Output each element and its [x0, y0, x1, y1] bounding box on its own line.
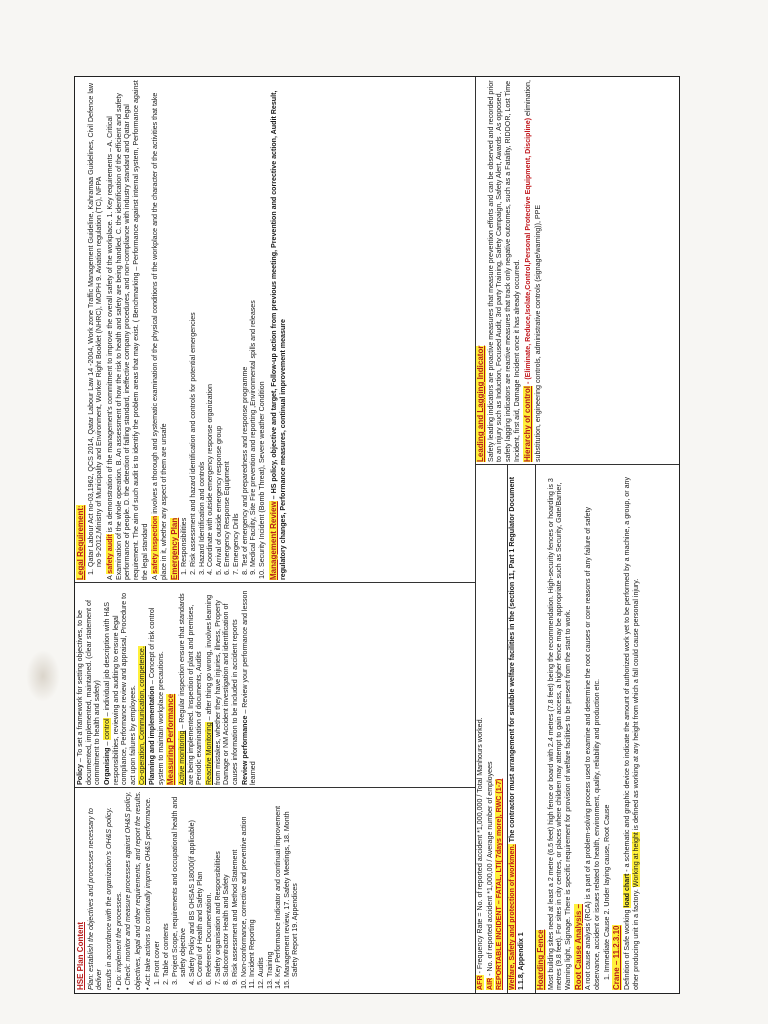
crane-text-1: Definition of Safe working [623, 907, 632, 990]
leading-lagging-text: Safety leading indicators are proactive measures that measure prevention efforts and can be observed and recorded prior to an injury such as Induction, Focused Audit, 3rd party Training, Safety Campaign, Safety Alert, Awards . As opposed, safety lagging indicators are reactive measures that track only negative outcomes, such as a Fatality, RIDDOR, Lost Time Incident, first aid, Damage Incident once it has already occurred. [486, 80, 521, 462]
emergency-plan-title: Emergency Plan [169, 517, 179, 580]
leading-lagging-section [475, 77, 679, 465]
list-item: 12. Audits [257, 791, 266, 977]
reportable-incident: REPORTABLE INCIDENT – FATAL, LTI( 7days more), RWC (1-7) [495, 778, 504, 990]
welfare-label: Welfare, Safety and protection of workmen. [508, 844, 516, 990]
review-performance-label: Review performance [240, 715, 249, 785]
list-item: 1. Qatar Labour Act no-03,1962, QCS 2014, Qatar Labour Law 14 -2004, Work zone Traffic Management Guideline, Kahramaa Guidelines, Civil Defence law no 9-2012,Ministry of Municipality and Environment, Worker Right Booklet (NHRC), MOPH 9. Aviation regulation (TC), NFPA [87, 80, 104, 567]
afr-label: AFR [476, 975, 484, 990]
active-monitoring-text: – Regular inspection ensure that standards are being implemented. Inspection of plant and premises, Periodic examination of documents, Audits [178, 593, 204, 785]
hierarchy-red-text: - (Eliminate, Reduce,Isolate,Control,Personal Protective Equipment, Discipline) [524, 117, 533, 386]
list-item: 6. Reference Documentation. [205, 791, 214, 977]
list-item: 10. Non-conformance, corrective and preventive action [240, 791, 249, 977]
legal-title: Legal Requirement: [76, 505, 85, 580]
organising-label: Organising [102, 747, 111, 785]
organising-text: – individual job description with H&S responsibilities, reviewing and auditing to ensure legal compliance, Performance review and appraisal, Procedure to act upon failures by employees. [102, 592, 137, 785]
planning-text: – Concept of risk control system to maintain workplace precautions. [148, 607, 165, 785]
welfare-section [507, 465, 535, 993]
policy-label: Policy [76, 764, 84, 785]
list-item: 5. Control of Health and Safety Plan [196, 791, 205, 977]
hse-intro-check2: objectives, legal and other requirements, and report the results. [133, 791, 142, 990]
planning-label: Planning and implementation [148, 686, 157, 785]
inspection-pre: A [151, 573, 160, 580]
working-at-height-label: Working at height [631, 832, 640, 888]
list-item: 6. Emergency Response Equipment [223, 80, 232, 567]
hse-plan-title: HSE Plan Content [76, 921, 85, 990]
hse-intro-act: • Act: take actions to continually improve OH&S performance. [143, 797, 152, 990]
list-item: 1. Responsibilities [180, 80, 189, 567]
safety-inspection-label: safety inspection [151, 515, 160, 574]
list-item: 15. Management review, 17. Safety Meetings, 18. Month Safety Report 19. Appendices [283, 791, 300, 977]
hse-intro-do: • Do: implement the processes. [114, 891, 123, 990]
reactive-monitoring-text: – after thing go wrong, involves learning from mistakes, whether they have injuries, illness, Property Damage or NM Accident investigation and identification of causes information to be included in accident reports [205, 594, 239, 785]
rotated-page [75, 77, 679, 993]
list-item: 3. Hazard Identification and controls [198, 80, 207, 567]
hierarchy-of-control-label: Hierarchy of control [523, 385, 533, 462]
hoarding-text: Most building sites need at least a 2 metre (6.5 feet) high fence or board with 2.4 metres (7.8 feet) being the recommendation. High-security fences or hoarding is 3 metres (9.8 feet). For sites in city centres, or places where children may attempt to gain access, a higher fence may be appropriate such as Security, Gate/Barrier, Warning light, Signage. There is specific requirement for provision of welfare facilities to be present from the start to work. [546, 478, 573, 990]
load-chart-label: load chart [623, 873, 632, 908]
hse-intro-results: results in accordance with the organization's OH&S policy. [105, 807, 114, 990]
list-item: 11. Incident Reporting [248, 791, 257, 977]
legal-section [75, 77, 475, 583]
list-item: 14. Key Performance Indicator and continual improvement [274, 791, 283, 977]
air-label: AIR [485, 977, 494, 990]
measuring-title: Measuring Performance [166, 693, 176, 785]
hoarding-title: Hoarding Fence [536, 929, 545, 990]
list-item: 2. Table of contents [162, 791, 171, 977]
hse-item-list [153, 791, 300, 990]
list-item: 4. Coordinate with outside emergency response organization [206, 80, 215, 567]
reactive-monitoring-label: Reactive Monitoring [205, 722, 214, 785]
legal-list [87, 80, 104, 580]
audit-pre: A [106, 573, 115, 580]
control-highlight: control [102, 718, 111, 740]
list-item: 7. Safety organisation and Responsibilities [214, 791, 223, 977]
list-item: 7. Emergency Drills [232, 80, 241, 567]
rca-title: Root Cause Analysis – [573, 904, 583, 990]
air-text: - No. of reported accident *1,000,00 / Average number of employees [485, 761, 494, 978]
safety-inspection-text: involves a thorough and systematic examination of the physical conditions of the workplace and the character of the activities that take place in it, whether any aspect of them are unsafe [151, 92, 168, 580]
list-item: 8. Test of emergency and preparedness and response programme [241, 80, 250, 567]
list-item: 1. Front cover [153, 791, 162, 977]
rca-text: A root cause analysis (RCA) is a part of a problem-solving process used to examine and determine the root causes or core reasons of any failure of safety observance, accident or issues related to health, environment, quality, reliability and production etc. [584, 506, 602, 990]
scan-smudge [26, 650, 60, 702]
management-review-label: Management Review [268, 501, 278, 580]
list-item: 3. Project Scope, requirements and occupational health and safety objective [171, 791, 188, 977]
safety-audit-label: safety audit [106, 534, 115, 574]
policy-text: – To set a framework for setting objectives, to be documented, implemented, maintained. (clear statement of commitment to health and safety) [76, 600, 102, 785]
hierarchy-text: elimination, substitution, engineering controls, administrative controls (signage/warning)), PPE [524, 80, 543, 462]
afr-text: - Frequency Rate = No. of reported accident *1,000,000 / Total Manhours worked. [476, 717, 484, 976]
policy-section: Policy – To set a framework for setting objectives, to be documented, implemented, maintained. (clear statement of commitment to health and safety) Organising – control – individual job description with H&S responsibilities, reviewing and auditing to ensure legal compliance, Performance review and appraisal, Procedure to act upon failures by employees. Co-operation, Communication, competence. Planning and implementation – Concept of risk control system to maintain workplace precautions. Measuring Performance Active monitoring – Regular inspection ensure that standards are being implemented. Inspection of plant and premises, Periodic examination of documents, Audits Reactive Monitoring – after thing go wrong, involves learning from mistakes, whether they have injuries, illness, Property Damage or NM Accident investigation and identification of causes information to be included in accident reports Review performance – Review your performance and lesson learned [76, 590, 258, 785]
rca-list: 1. Immediate Cause 2. Under laying cause, Root Cause [602, 804, 611, 980]
safety-audit-text: is a demonstration of the management's commitment to improve the overall safety of the workplace. 1. Key requirements – A. Critical Examination of the whole operation. B. An assessment of how the risk to health and safety are being handled. C. the identification of the efficient and safety performance of people. D. the detection of falling standard, ineffective company procedures, and non-compliance with industry standard and Qatar legal requirement. The aim of such audit is to identify the problem areas that may exist. ( Benchmarking – Performance against internal system, Performance against the legal standard [106, 80, 149, 580]
list-item: 8. Subcontractor Health and Safety [222, 791, 231, 977]
afr-section [475, 465, 507, 993]
list-item: 2. Risk assessment and hazard identification and controls for potential emergencies [189, 80, 198, 567]
active-monitoring-label: Active monitoring [178, 730, 187, 785]
hse-intro-plan: Plan: establish the objectives and processes necessary to deliver [86, 808, 104, 990]
cooperation-text: Co-operation, Communication, competence. [138, 646, 147, 785]
list-item: 10. Security Incident (Bomb Threat), Severe weather Condition [258, 80, 267, 567]
emergency-list [180, 80, 266, 580]
crane-text-2: - a schematic and graphic device to indicate the amount of authorized work yet to be performed by a machine, a group, or any other producing unit in a factory. [623, 476, 640, 990]
review-performance-text: – Review your performance and lesson learned [240, 590, 258, 785]
welfare-text: The contractor must arrangement for suitable welfare facilities in the (section 11, Part 1 Regulator Document 1.1.8, Appendix 1 [508, 476, 525, 990]
list-item: 5. Arrival of outside emergency response group [215, 80, 224, 567]
list-item: 13. Training [266, 791, 275, 977]
document-sheet [74, 76, 680, 994]
hse-plan-section [75, 788, 475, 993]
list-item: 9. Medical Facility, Site Fire prevention and reporting ,Environmental spills and releases [249, 80, 258, 567]
leading-lagging-title: Leading and Lagging Indicator [476, 345, 485, 462]
crane-text-3: is defined as working at any height from which a fall could cause personal injury. [631, 578, 640, 833]
crane-title: Crane – 11.2.3.10 [612, 925, 622, 990]
hse-intro-check: • Check: monitor and measure processes against OH&S policy, [124, 791, 133, 990]
list-item: 9. Risk assessment and Method Statement [231, 791, 240, 977]
hoarding-section [535, 465, 679, 993]
list-item: 4. Safety Policy and BS OHSAS 18000(if applicable) [188, 791, 197, 977]
management-review-text: – HS policy, objective and target, Follow-up action from previous meeting, Prevention and corrective action, Audit Result, regulatory changes, Performance measures, continual improvement measure [269, 90, 288, 580]
